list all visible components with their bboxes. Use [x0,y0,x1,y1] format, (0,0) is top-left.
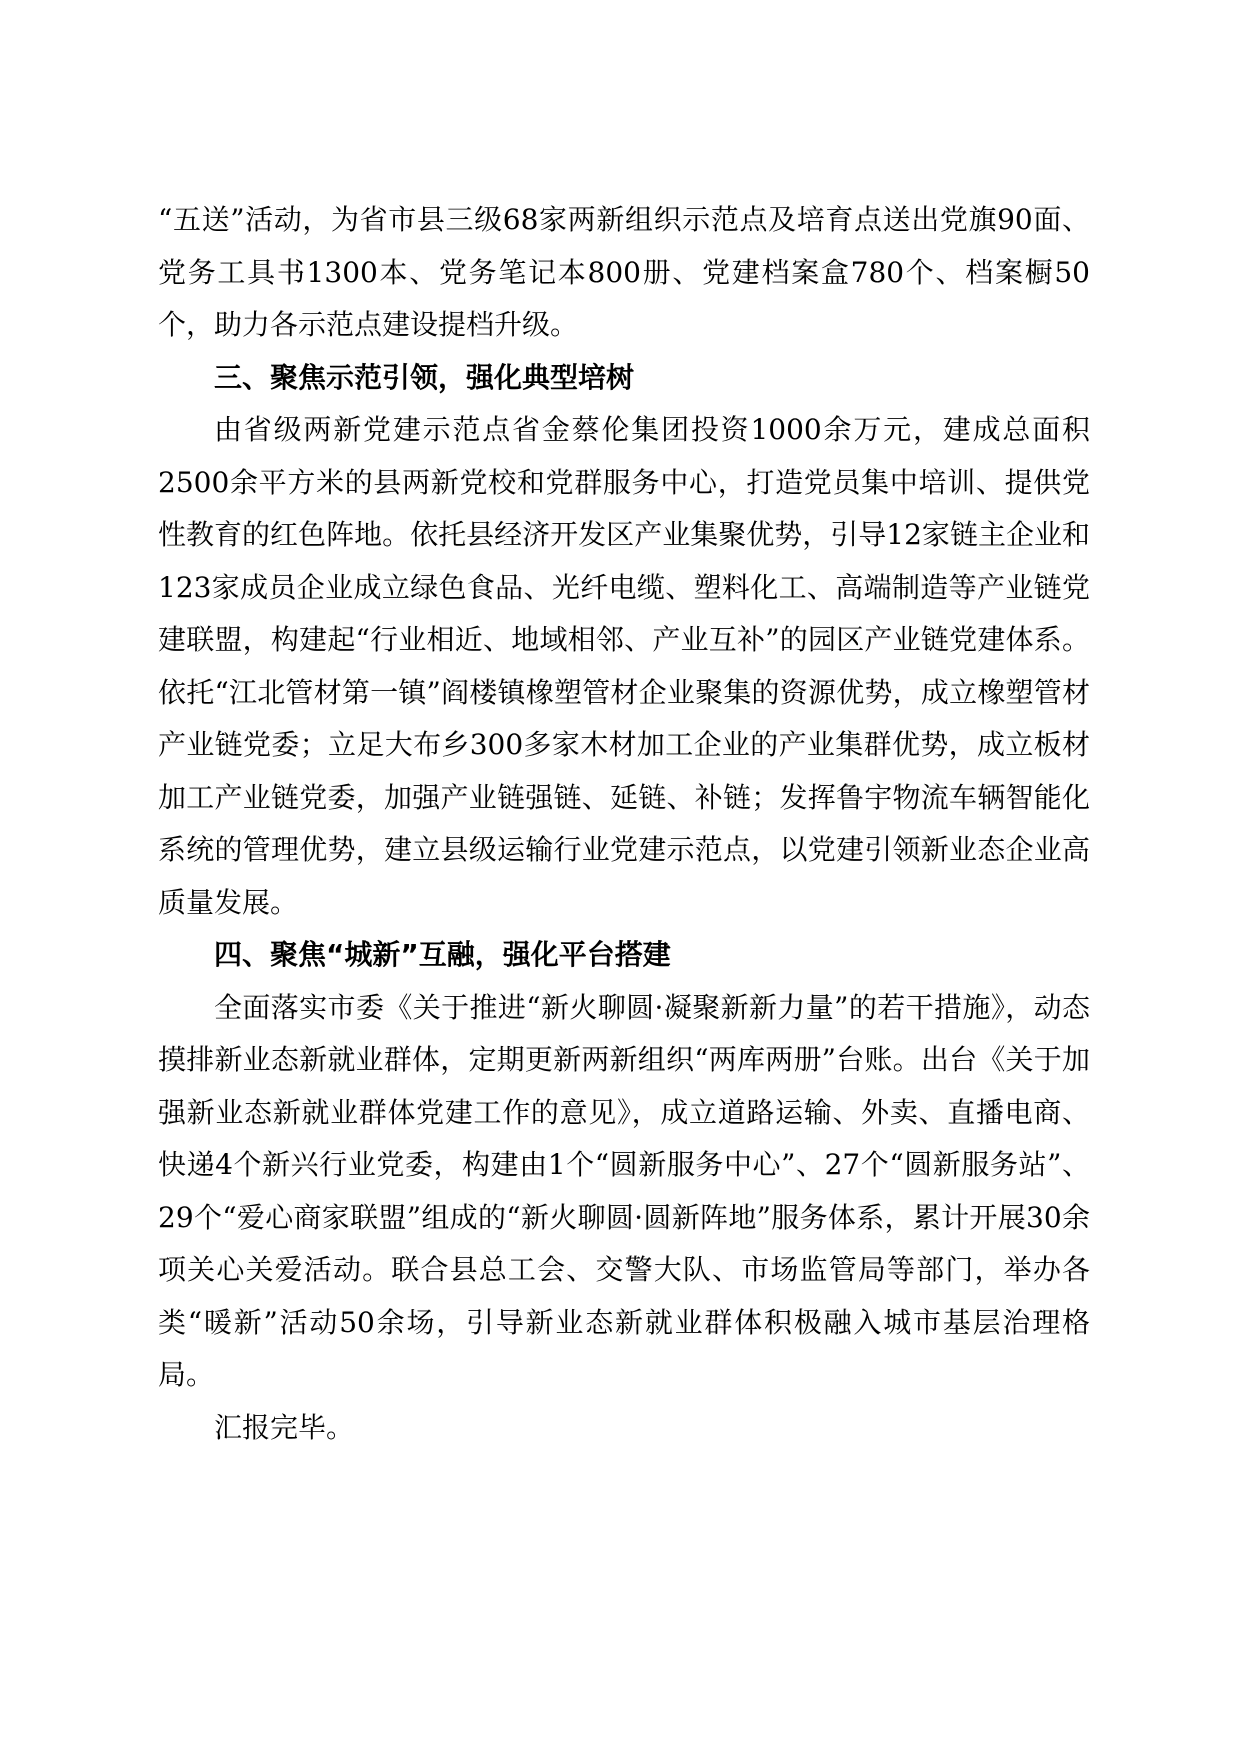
body-paragraph-continuation: “五送”活动，为省市县三级68家两新组织示范点及培育点送出党旗90面、党务工具书1300本、党务笔记本800册、党建档案盒780个、档案橱50个，助力各示范点建设提档升级。 [158,203,1090,341]
body-paragraph-section-3: 由省级两新党建示范点省金蔡伦集团投资1000余万元，建成总面积2500余平方米的县两新党校和党群服务中心，打造党员集中培训、提供党性教育的红色阵地。依托县经济开发区产业集聚优势，引导12家链主企业和123家成员企业成立绿色食品、光纤电缆、塑料化工、高端制造等产业链党建联盟，构建起“行业相近、地域相邻、产业互补”的园区产业链党建体系。依托“江北管材第一镇”阎楼镇橡塑管材企业聚集的资源优势，成立橡塑管材产业链党委；立足大布乡300多家木材加工企业的产业集群优势，成立板材加工产业链党委，加强产业链强链、延链、补链；发挥鲁宇物流车辆智能化系统的管理优势，建立县级运输行业党建示范点，以党建引领新业态企业高质量发展。 [158,413,1090,919]
closing-remark: 汇报完毕。 [214,1410,355,1444]
body-paragraph-section-4: 全面落实市委《关于推进“新火聊圆·凝聚新新力量”的若干措施》，动态摸排新业态新就业群体，定期更新两新组织“两库两册”台账。出台《关于加强新业态新就业群体党建工作的意见》，成立道路运输、外卖、直播电商、快递4个新兴行业党委，构建由1个“圆新服务中心”、27个“圆新服务站”、29个“爱心商家联盟”组成的“新火聊圆·圆新阵地”服务体系，累计开展30余项关心关爱活动。联合县总工会、交警大队、市场监管局等部门，举办各类“暖新”活动50余场，引导新业态新就业群体积极融入城市基层治理格局。 [158,990,1090,1391]
section-heading-3: 三、聚焦示范引领，强化典型培树 [214,360,635,394]
document-body [158,194,1090,1454]
section-heading-4: 四、聚焦“城新”互融，强化平台搭建 [214,938,671,971]
